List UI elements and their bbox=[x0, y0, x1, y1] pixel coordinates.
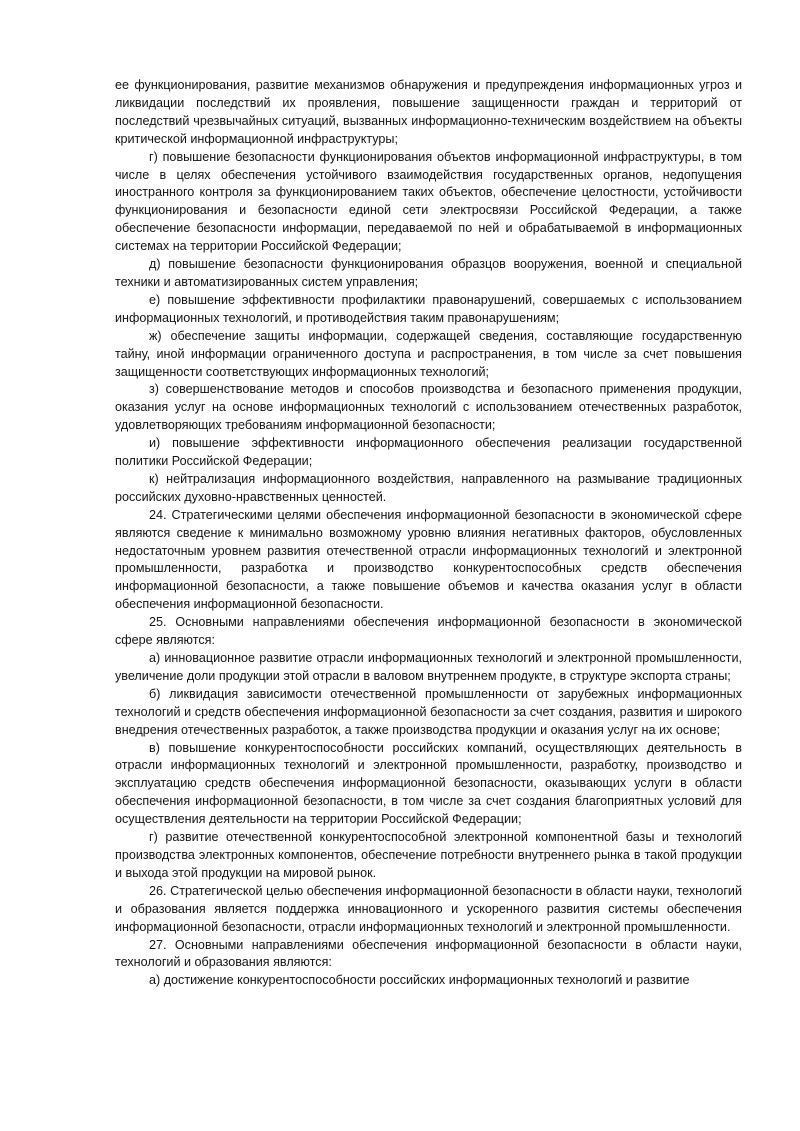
paragraph-section-27: 27. Основными направлениями обеспечения информационной безопасности в области науки, технологий и образования являются: bbox=[115, 937, 742, 970]
paragraph-item-z: з) совершенствование методов и способов производства и безопасного применения продукции, оказания услуг на основе информационных технологий с использованием отечественных разработок, удовлетворяющих требованиям информационной безопасности; bbox=[115, 382, 742, 433]
paragraph-item-b: б) ликвидация зависимости отечественной промышленности от зарубежных информационных технологий и средств обеспечения информационной безопасности за счет создания, развития и широкого внедрения отечественных разработок, а также производства продукции и оказания услуг на их основе; bbox=[115, 686, 742, 737]
paragraph-item-k: к) нейтрализация информационного воздействия, направленного на размывание традиционных российских духовно-нравственных ценностей. bbox=[115, 471, 742, 504]
paragraph-item-v: в) повышение конкурентоспособности российских компаний, осуществляющих деятельность в отрасли информационных технологий и электронной промышленности, разработку, производство и эксплуатацию средств обеспечения информационной безопасности, оказывающих услуги в области обеспечения информационной безопасности, в том числе за счет создания благоприятных условий для осуществления деятельности на территории Российской Федерации; bbox=[115, 740, 742, 827]
paragraph-item-a-2: а) достижение конкурентоспособности российских информационных технологий и развитие bbox=[149, 973, 690, 988]
paragraph-item-a: а) инновационное развитие отрасли информационных технологий и электронной промышленности, увеличение доли продукции этой отрасли в валовом внутреннем продукте, в структуре экспорта страны; bbox=[115, 651, 742, 683]
document-page bbox=[115, 77, 742, 990]
paragraph-item-zh: ж) обеспечение защиты информации, содержащей сведения, составляющие государственную тайну, иной информации ограниченного доступа и распространения, в том числе за счет повышения защищенности соответствующих информационных технологий; bbox=[115, 328, 742, 379]
paragraph-item-e: е) повышение эффективности профилактики правонарушений, совершаемых с использованием информационных технологий, и противодействия таким правонарушениям; bbox=[115, 292, 742, 325]
paragraph-item-d: д) повышение безопасности функционирования образцов вооружения, военной и специальной техники и автоматизированных систем управления; bbox=[115, 257, 742, 289]
paragraph-continuation: ее функционирования, развитие механизмов обнаружения и предупреждения информационных угроз и ликвидации последствий их проявления, повышение защищенности граждан и территорий от последствий чрезвычайных ситуаций, вызванных информационно-техническим воздействием на объекты критической информационной инфраструктуры; bbox=[115, 78, 742, 146]
paragraph-item-i: и) повышение эффективности информационного обеспечения реализации государственной политики Российской Федерации; bbox=[115, 436, 742, 469]
paragraph-item-g: г) повышение безопасности функционирования объектов информационной инфраструктуры, в том числе в целях обеспечения устойчивого взаимодействия государственных органов, недопущения иностранного контроля за функционированием таких объектов, обеспечение целостности, устойчивости функционирования и безопасности единой сети электросвязи Российской Федерации, а также обеспечение безопасности информации, передаваемой по ней и обрабатываемой в информационных системах на территории Российской Федерации; bbox=[115, 149, 742, 254]
paragraph-section-26: 26. Стратегической целью обеспечения информационной безопасности в области науки, технологий и образования является поддержка инновационного и ускоренного развития системы обеспечения информационной безопасности, отрасли информационных технологий и электронной промышленности. bbox=[115, 883, 742, 934]
paragraph-section-24: 24. Стратегическими целями обеспечения информационной безопасности в экономической сфере являются сведение к минимально возможному уровню влияния негативных факторов, обусловленных недостаточным уровнем развития отечественной отрасли информационных технологий и электронной промышленности, разработка и производство конкурентоспособных средств обеспечения информационной безопасности, а также повышение объемов и качества оказания услуг в области обеспечения информационной безопасности. bbox=[115, 507, 742, 612]
paragraph-item-g-2: г) развитие отечественной конкурентоспособной электронной компонентной базы и технологий производства электронных компонентов, обеспечение потребности внутреннего рынка в такой продукции и выхода этой продукции на мировой рынок. bbox=[115, 830, 742, 880]
paragraph-section-25: 25. Основными направлениями обеспечения информационной безопасности в экономической сфере являются: bbox=[115, 615, 742, 648]
